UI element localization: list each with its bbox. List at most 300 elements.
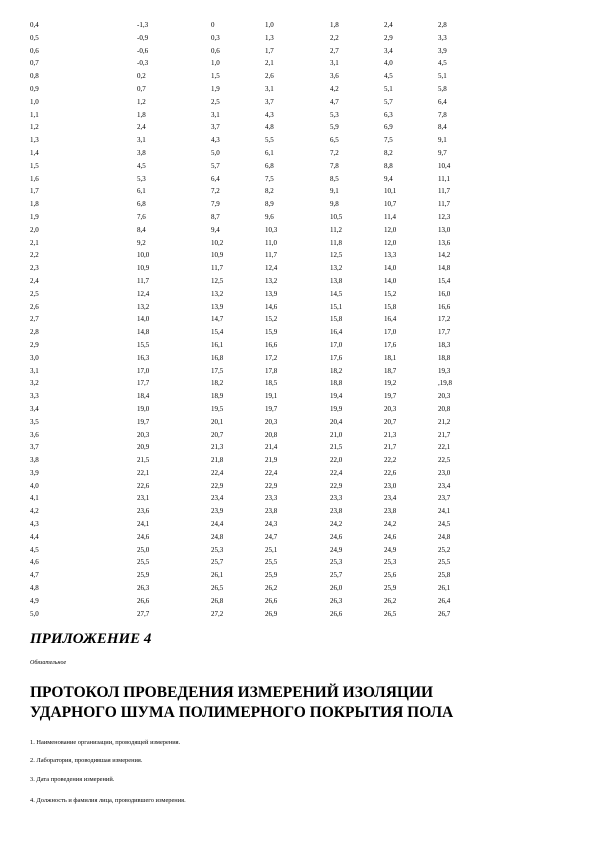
protocol-title-line-2: УДАРНОГО ШУМА ПОЛИМЕРНОГО ПОКРЫТИЯ ПОЛА [30,704,454,721]
table-cell: 18,8 [438,353,451,362]
table-cell: 18,9 [211,392,224,401]
table-cell: 2,2 [30,251,39,260]
table-cell: 2,1 [30,238,39,247]
table-cell: -0,6 [137,46,149,55]
table-cell: -0,9 [137,33,149,42]
table-cell: ,19,8 [438,379,452,388]
table-cell: 23,4 [384,494,397,503]
table-cell: 18,8 [330,379,343,388]
table-cell: 10,3 [265,225,278,234]
table-cell: 0,5 [30,33,39,42]
table-cell: 2,9 [30,340,39,349]
protocol-title-line-1: ПРОТОКОЛ ПРОВЕДЕНИЯ ИЗМЕРЕНИЙ ИЗОЛЯЦИИ [30,684,434,701]
table-cell: 21,9 [265,456,278,465]
table-cell: 1,9 [211,84,220,93]
table-cell: 13,3 [384,251,397,260]
table-row [0,544,595,557]
table-cell: 2,0 [30,225,39,234]
table-row [0,32,595,45]
table-cell: 17,2 [265,353,278,362]
table-cell: 4,9 [30,596,39,605]
table-cell: 25,6 [384,571,397,580]
table-cell: 20,8 [265,430,278,439]
table-cell: 18,3 [438,340,451,349]
table-cell: 11,7 [211,264,223,273]
table-cell: 1,1 [30,110,39,119]
table-cell: 19,3 [438,366,451,375]
table-row [0,569,595,582]
table-cell: 26,6 [330,609,343,618]
table-cell: 25,8 [438,571,451,580]
table-row [0,556,595,569]
table-cell: 21,2 [438,417,451,426]
table-cell: 3,7 [30,443,39,452]
table-cell: 7,8 [438,110,447,119]
table-cell: 0,2 [137,72,146,81]
table-cell: 25,9 [137,571,150,580]
table-cell: 4,6 [30,558,39,567]
table-cell: 19,7 [384,392,397,401]
table-cell: 13,2 [265,276,278,285]
table-cell: 19,1 [265,392,278,401]
table-cell: 24,8 [438,532,451,541]
table-cell: 25,2 [438,545,451,554]
table-row [0,390,595,403]
table-cell: 22,4 [265,468,278,477]
table-cell: 3,6 [30,430,39,439]
table-cell: 23,4 [438,481,451,490]
table-cell: 2,4 [384,21,393,29]
table-cell: 26,3 [330,596,343,605]
table-row [0,582,595,595]
table-cell: 26,3 [137,584,150,593]
table-cell: 15,2 [384,289,397,298]
table-cell: 8,7 [211,212,220,221]
table-cell: 11,7 [265,251,277,260]
table-cell: 6,5 [330,136,339,145]
table-cell: 5,3 [330,110,339,119]
table-cell: 10,7 [384,200,397,209]
table-cell: 5,8 [438,84,447,93]
table-cell: 6,1 [265,148,274,157]
table-cell: 19,7 [137,417,150,426]
table-cell: 1,5 [30,161,39,170]
table-cell: 9,6 [265,212,274,221]
table-cell: 1,8 [330,21,339,29]
table-cell: 17,0 [137,366,150,375]
table-cell: 13,2 [137,302,150,311]
table-cell: 10,5 [330,212,343,221]
table-cell: 23,7 [438,494,451,503]
table-cell: 13,2 [330,264,343,273]
table-cell: 3,1 [265,84,274,93]
table-cell: -0,3 [137,59,149,68]
table-cell: 3,1 [137,136,146,145]
table-cell: 15,1 [330,302,343,311]
table-cell: 14,0 [137,315,150,324]
table-cell: 2,6 [265,72,274,81]
table-row [0,339,595,352]
table-cell: 22,9 [330,481,343,490]
table-cell: 24,9 [384,545,397,554]
table-row [0,57,595,70]
table-row [0,237,595,250]
table-cell: 0,7 [137,84,146,93]
table-cell: 10,1 [384,187,397,196]
table-cell: 6,3 [384,110,393,119]
table-cell: 11,0 [265,238,277,247]
table-cell: 12,5 [330,251,343,260]
table-cell: 23,8 [330,507,343,516]
table-cell: 25,3 [384,558,397,567]
table-cell: 25,1 [265,545,278,554]
table-cell: 23,8 [384,507,397,516]
table-cell: 18,4 [137,392,150,401]
table-cell: 4,5 [30,545,39,554]
table-cell: 14,0 [384,264,397,273]
table-cell: 20,3 [438,392,451,401]
table-cell: 12,4 [265,264,278,273]
table-cell: 15,5 [137,340,150,349]
table-row [0,83,595,96]
table-cell: 1,5 [211,72,220,81]
table-cell: 24,6 [330,532,343,541]
table-cell: 27,2 [211,609,224,618]
table-cell: 14,7 [211,315,224,324]
table-cell: 17,6 [384,340,397,349]
table-cell: 7,6 [137,212,146,221]
table-cell: 21,5 [137,456,150,465]
table-cell: 2,7 [30,315,39,324]
table-cell: 26,9 [265,609,278,618]
table-cell: 4,2 [30,507,39,516]
table-cell: 2,4 [30,276,39,285]
table-cell: 11,7 [137,276,149,285]
table-cell: 7,5 [265,174,274,183]
table-cell: 24,6 [384,532,397,541]
table-cell: 26,6 [265,596,278,605]
table-cell: 24,1 [438,507,451,516]
table-cell: 4,7 [30,571,39,580]
table-cell: 13,9 [265,289,278,298]
table-cell: 22,6 [384,468,397,477]
table-cell: 24,1 [137,520,150,529]
table-cell: 4,8 [265,123,274,132]
table-row [0,198,595,211]
table-cell: 10,4 [438,161,451,170]
table-row [0,352,595,365]
table-cell: 18,5 [265,379,278,388]
table-cell: 1,2 [30,123,39,132]
table-row [0,403,595,416]
table-cell: 0,8 [30,72,39,81]
table-cell: 2,2 [330,33,339,42]
table-row [0,70,595,83]
table-cell: 26,6 [137,596,150,605]
table-cell: 4,7 [330,97,339,106]
table-row [0,518,595,531]
table-cell: 6,1 [137,187,146,196]
table-cell: 1,3 [265,33,274,42]
table-cell: 18,7 [384,366,397,375]
table-cell: 7,2 [211,187,220,196]
table-cell: 11,7 [438,200,450,209]
table-cell: 5,0 [211,148,220,157]
table-cell: 17,8 [265,366,278,375]
table-cell: 6,8 [137,200,146,209]
table-cell: 9,4 [384,174,393,183]
table-cell: 2,9 [384,33,393,42]
table-cell: 3,4 [30,404,39,413]
table-row [0,121,595,134]
table-cell: 19,0 [137,404,150,413]
table-cell: 1,7 [30,187,39,196]
table-cell: 10,9 [137,264,150,273]
table-cell: 26,1 [438,584,451,593]
table-cell: 16,4 [384,315,397,324]
table-cell: 17,5 [211,366,224,375]
table-cell: 2,8 [30,328,39,337]
table-cell: 26,8 [211,596,224,605]
table-cell: 3,1 [330,59,339,68]
table-row [0,109,595,122]
table-cell: 11,2 [330,225,342,234]
protocol-title [30,683,590,723]
table-cell: 20,3 [265,417,278,426]
table-cell: 2,5 [30,289,39,298]
table-cell: 4,1 [30,494,39,503]
table-cell: 4,5 [384,72,393,81]
table-cell: 2,5 [211,97,220,106]
table-cell: 7,2 [330,148,339,157]
table-row [0,224,595,237]
table-cell: 20,7 [211,430,224,439]
table-cell: 23,9 [211,507,224,516]
table-cell: 3,5 [30,417,39,426]
table-cell: 23,0 [384,481,397,490]
table-cell: 12,0 [384,238,397,247]
table-cell: 6,4 [211,174,220,183]
table-cell: 15,4 [438,276,451,285]
table-cell: 2,8 [438,21,447,29]
table-cell: 3,2 [30,379,39,388]
table-cell: 25,5 [265,558,278,567]
table-cell: 20,3 [137,430,150,439]
table-cell: 10,9 [211,251,224,260]
table-cell: 0,3 [211,33,220,42]
table-cell: 21,5 [330,443,343,452]
table-cell: 24,2 [384,520,397,529]
table-cell: 19,9 [330,404,343,413]
table-cell: 19,7 [265,404,278,413]
table-row [0,96,595,109]
table-cell: 0,9 [30,84,39,93]
table-cell: 4,0 [384,59,393,68]
table-cell: 26,0 [330,584,343,593]
table-row [0,288,595,301]
table-cell: 25,3 [330,558,343,567]
table-cell: 25,9 [384,584,397,593]
table-cell: 26,5 [211,584,224,593]
table-row [0,531,595,544]
table-cell: 1,0 [211,59,220,68]
table-cell: 4,0 [30,481,39,490]
table-cell: 3,0 [30,353,39,362]
table-cell: 12,0 [384,225,397,234]
table-row [0,454,595,467]
protocol-item-4: 4. Должность и фамилия лица, проводившего измерения. [30,797,186,804]
table-cell: 6,9 [384,123,393,132]
table-cell: 20,3 [384,404,397,413]
table-row [0,365,595,378]
table-cell: 14,2 [438,251,451,260]
table-row [0,160,595,173]
table-cell: 14,0 [384,276,397,285]
table-cell: 19,2 [384,379,397,388]
table-cell: 1,0 [30,97,39,106]
table-cell: 17,7 [137,379,150,388]
table-cell: 22,9 [211,481,224,490]
table-cell: 22,4 [330,468,343,477]
table-cell: 8,4 [137,225,146,234]
table-cell: 17,6 [330,353,343,362]
table-cell: 4,3 [265,110,274,119]
table-cell: 11,8 [330,238,342,247]
table-cell: 17,2 [438,315,451,324]
table-cell: 14,6 [265,302,278,311]
table-cell: 15,4 [211,328,224,337]
table-cell: 5,1 [384,84,393,93]
table-cell: 26,2 [265,584,278,593]
table-cell: 23,8 [265,507,278,516]
table-cell: 24,2 [330,520,343,529]
table-cell: 22,6 [137,481,150,490]
table-row [0,313,595,326]
table-cell: 17,0 [384,328,397,337]
table-cell: 26,5 [384,609,397,618]
table-cell: 13,9 [211,302,224,311]
table-cell: 4,3 [30,520,39,529]
table-cell: 1,6 [30,174,39,183]
table-cell: 19,5 [211,404,224,413]
table-cell: 5,1 [438,72,447,81]
table-cell: 25,3 [211,545,224,554]
table-cell: 4,2 [330,84,339,93]
table-cell: 9,7 [438,148,447,157]
table-row [0,377,595,390]
table-cell: 10,0 [137,251,150,260]
table-cell: 25,0 [137,545,150,554]
table-cell: 2,6 [30,302,39,311]
table-cell: 14,8 [438,264,451,273]
protocol-item-2: 2. Лаборатория, проводившая измерения. [30,757,143,764]
table-cell: 22,1 [137,468,150,477]
table-cell: 8,4 [438,123,447,132]
table-cell: 4,3 [211,136,220,145]
table-cell: 21,3 [384,430,397,439]
table-cell: 4,5 [438,59,447,68]
table-cell: 16,3 [137,353,150,362]
table-cell: 16,6 [265,340,278,349]
table-cell: 25,9 [265,571,278,580]
table-cell: 27,7 [137,609,150,618]
table-cell: 22,5 [438,456,451,465]
table-cell: 16,8 [211,353,224,362]
table-cell: 18,1 [384,353,397,362]
table-cell: 24,3 [265,520,278,529]
table-row [0,608,595,621]
table-cell: 21,3 [211,443,224,452]
table-cell: 7,9 [211,200,220,209]
table-cell: 12,4 [137,289,150,298]
appendix-title: ПРИЛОЖЕНИЕ 4 [30,631,152,647]
table-cell: 9,2 [137,238,146,247]
table-cell: 1,8 [30,200,39,209]
table-cell: 15,8 [330,315,343,324]
table-cell: 20,7 [384,417,397,426]
table-cell: 24,8 [211,532,224,541]
table-cell: 11,7 [438,187,450,196]
table-cell: 24,7 [265,532,278,541]
table-cell: 24,6 [137,532,150,541]
table-cell: 22,4 [211,468,224,477]
table-cell: 8,2 [265,187,274,196]
table-cell: 0,6 [30,46,39,55]
table-cell: 3,1 [211,110,220,119]
table-cell: 0 [211,21,215,29]
table-cell: 26,7 [438,609,451,618]
table-cell: 5,0 [30,609,39,618]
table-cell: 21,4 [265,443,278,452]
table-cell: 5,5 [265,136,274,145]
table-row [0,173,595,186]
table-cell: 14,8 [137,328,150,337]
table-cell: 21,0 [330,430,343,439]
table-cell: 10,2 [211,238,224,247]
protocol-item-1: 1. Наименование организации, проводящей измерения. [30,739,181,746]
table-cell: 23,0 [438,468,451,477]
table-row [0,134,595,147]
table-cell: 22,2 [384,456,397,465]
table-row [0,275,595,288]
table-cell: 25,7 [330,571,343,580]
table-cell: 8,5 [330,174,339,183]
table-row [0,492,595,505]
table-cell: 13,0 [438,225,451,234]
table-cell: 18,2 [211,379,224,388]
table-cell: 22,1 [438,443,451,452]
table-cell: 17,7 [438,328,451,337]
table-cell: 0,4 [30,21,39,29]
table-row [0,416,595,429]
table-cell: 13,2 [211,289,224,298]
protocol-item-3: 3. Дата проведения измерений. [30,776,115,783]
table-cell: 1,3 [30,136,39,145]
table-row [0,45,595,58]
table-cell: 20,1 [211,417,224,426]
table-cell: 3,3 [438,33,447,42]
table-cell: 13,6 [438,238,451,247]
table-cell: 21,8 [211,456,224,465]
table-row [0,467,595,480]
table-cell: 16,4 [330,328,343,337]
table-cell: 17,0 [330,340,343,349]
table-row [0,301,595,314]
table-cell: 8,2 [384,148,393,157]
values-table [0,19,595,620]
table-row [0,480,595,493]
table-cell: 1,7 [265,46,274,55]
